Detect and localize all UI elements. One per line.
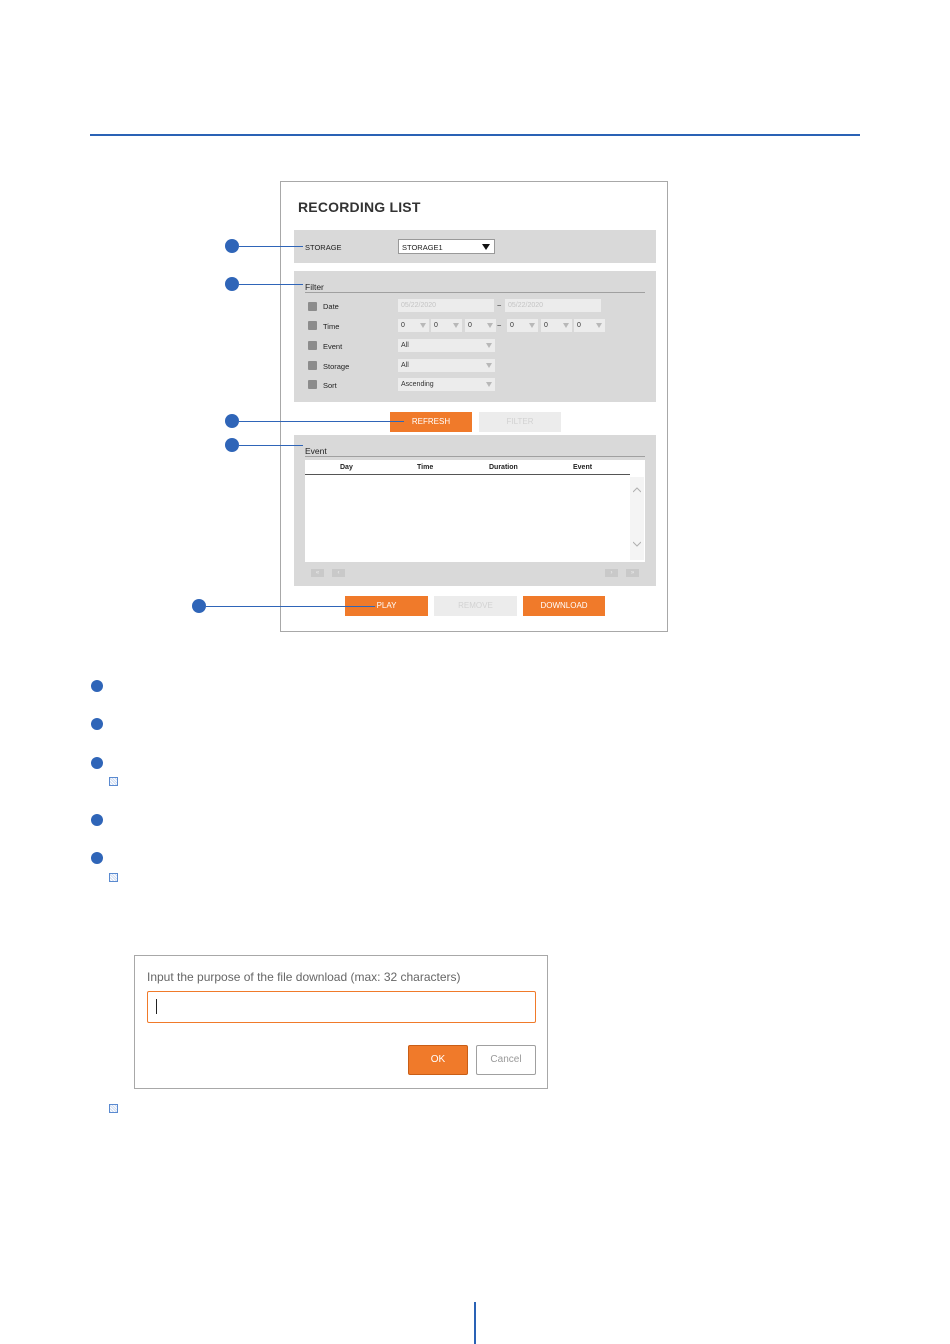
storage-filter-label: Storage <box>323 362 350 371</box>
caret-down-icon <box>563 323 569 328</box>
time-from-second-value: 0 <box>468 322 472 329</box>
page-last-button[interactable]: » <box>626 569 639 577</box>
refresh-button[interactable]: REFRESH <box>390 412 472 432</box>
time-from-second-select[interactable] <box>465 319 496 332</box>
time-to-minute-select[interactable] <box>541 319 572 332</box>
filter-divider <box>305 292 645 293</box>
caret-down-icon <box>482 244 490 250</box>
date-to-input[interactable]: 05/22/2020 <box>505 299 601 312</box>
callout-leader-1 <box>239 246 303 247</box>
top-rule <box>90 134 860 136</box>
caret-down-icon <box>453 323 459 328</box>
callout-leader-2 <box>239 284 303 285</box>
description-bullet-1 <box>91 680 103 692</box>
description-bullet-5 <box>91 852 103 864</box>
storage-filter-value: All <box>401 362 409 369</box>
event-col-event[interactable]: Event <box>573 464 593 471</box>
download-button[interactable]: DOWNLOAD <box>523 596 605 616</box>
callout-leader-5 <box>206 606 375 607</box>
storage-filter-select[interactable] <box>398 359 495 372</box>
note-icon <box>109 873 118 882</box>
time-to-second-value: 0 <box>577 322 581 329</box>
note-icon <box>109 1104 118 1113</box>
callout-marker-5 <box>192 599 206 613</box>
event-filter-label: Event <box>323 342 343 351</box>
storage-select-value: STORAGE1 <box>402 243 443 252</box>
play-button[interactable]: PLAY <box>345 596 428 616</box>
description-bullet-4 <box>91 814 103 826</box>
filter-button[interactable]: FILTER <box>479 412 561 432</box>
event-table <box>305 460 645 562</box>
time-from-minute-select[interactable] <box>431 319 462 332</box>
ok-button[interactable]: OK <box>408 1045 468 1075</box>
cancel-button[interactable]: Cancel <box>476 1045 536 1075</box>
event-section-title: Event <box>305 446 327 456</box>
event-filter-select[interactable] <box>398 339 495 352</box>
page-first-button[interactable]: « <box>311 569 324 577</box>
caret-down-icon <box>486 382 492 387</box>
storage-select[interactable] <box>398 239 495 254</box>
callout-marker-1 <box>225 239 239 253</box>
callout-marker-4 <box>225 438 239 452</box>
description-bullet-3 <box>91 757 103 769</box>
page-next-button[interactable]: › <box>605 569 618 577</box>
page-number-rule <box>474 1302 476 1344</box>
time-from-minute-value: 0 <box>434 322 438 329</box>
download-purpose-input[interactable] <box>147 991 536 1023</box>
time-label: Time <box>323 322 340 331</box>
date-separator: ~ <box>497 301 502 310</box>
sort-value: Ascending <box>401 381 434 388</box>
event-divider <box>305 456 645 457</box>
callout-leader-3 <box>239 421 404 422</box>
storage-label: STORAGE <box>305 243 342 252</box>
time-to-second-select[interactable] <box>574 319 605 332</box>
event-header-divider <box>305 474 630 475</box>
page-prev-button[interactable]: ‹ <box>332 569 345 577</box>
time-separator: ~ <box>497 321 502 330</box>
chevron-down-icon[interactable] <box>633 541 641 547</box>
callout-leader-4 <box>239 445 303 446</box>
note-icon <box>109 777 118 786</box>
time-to-hour-select[interactable] <box>507 319 538 332</box>
date-from-input[interactable]: 05/22/2020 <box>398 299 494 312</box>
chevron-up-icon[interactable] <box>633 487 641 493</box>
callout-marker-2 <box>225 277 239 291</box>
storage-filter-checkbox[interactable] <box>308 361 317 370</box>
remove-button[interactable]: REMOVE <box>434 596 517 616</box>
event-scrollbar[interactable] <box>630 477 644 560</box>
text-cursor <box>156 999 157 1014</box>
time-to-hour-value: 0 <box>510 322 514 329</box>
caret-down-icon <box>486 363 492 368</box>
caret-down-icon <box>596 323 602 328</box>
date-checkbox[interactable] <box>308 302 317 311</box>
description-bullet-2 <box>91 718 103 730</box>
time-from-hour-value: 0 <box>401 322 405 329</box>
time-from-hour-select[interactable] <box>398 319 429 332</box>
panel-title: RECORDING LIST <box>298 199 421 215</box>
callout-marker-3 <box>225 414 239 428</box>
sort-select[interactable] <box>398 378 495 391</box>
filter-title: Filter <box>305 282 324 292</box>
event-col-duration[interactable]: Duration <box>489 464 518 471</box>
event-col-day[interactable]: Day <box>340 464 353 471</box>
event-col-time[interactable]: Time <box>417 464 434 471</box>
time-to-minute-value: 0 <box>544 322 548 329</box>
caret-down-icon <box>486 343 492 348</box>
date-label: Date <box>323 302 339 311</box>
download-purpose-prompt: Input the purpose of the file download (max: 32 characters) <box>147 970 461 984</box>
event-filter-value: All <box>401 342 409 349</box>
caret-down-icon <box>420 323 426 328</box>
sort-label: Sort <box>323 381 337 390</box>
caret-down-icon <box>487 323 493 328</box>
caret-down-icon <box>529 323 535 328</box>
time-checkbox[interactable] <box>308 321 317 330</box>
event-checkbox[interactable] <box>308 341 317 350</box>
sort-checkbox[interactable] <box>308 380 317 389</box>
